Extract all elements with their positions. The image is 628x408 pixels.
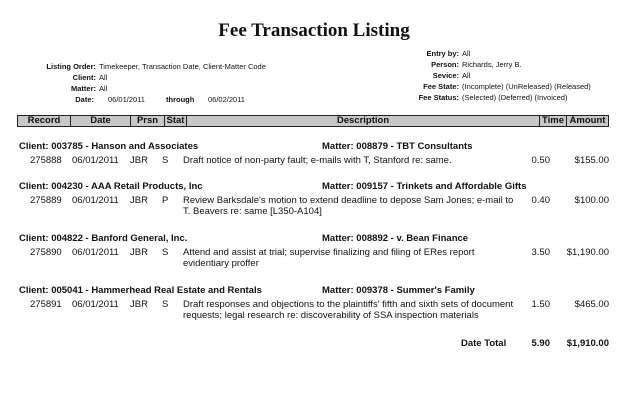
fee-description: Draft responses and objections to the plaintiffs' fifth and sixth sets of document requests; legal research re: discoverability of SSA inspection materials: [183, 299, 514, 321]
matter-filter-label: Matter:: [70, 84, 96, 93]
column-header-date: Date: [71, 116, 131, 126]
column-header-time: Time: [540, 116, 567, 126]
client-filter-label: Client:: [72, 73, 96, 82]
listing-order-value: Timekeeper, Transaction Date, Client-Matter Code: [99, 62, 266, 71]
person-label: Person:: [431, 60, 459, 69]
timekeeper: JBR: [130, 299, 148, 310]
date-range-label: Date:: [75, 95, 94, 104]
fee-state-label: Fee State:: [423, 82, 459, 91]
timekeeper: JBR: [130, 155, 148, 166]
date-total-time: 5.90: [531, 338, 550, 349]
status-code: S: [162, 299, 169, 310]
client-filter-value: All: [99, 73, 108, 82]
date-total-label: Date Total: [461, 338, 507, 349]
entry-by-label: Entry by:: [426, 49, 459, 58]
record-number: 275890: [30, 247, 62, 258]
column-header-description: Description: [187, 116, 540, 126]
record-number: 275891: [30, 299, 62, 310]
fee-state-value: (Incomplete) (UnReleased) (Released): [462, 82, 591, 91]
transaction-date: 06/01/2011: [72, 299, 119, 310]
record-number: 275888: [30, 155, 62, 166]
record-number: 275889: [30, 195, 62, 206]
timekeeper: JBR: [130, 195, 148, 206]
column-header-bar: [17, 115, 609, 127]
matter-filter-value: All: [99, 84, 108, 93]
client-heading: Client: 004230 - AAA Retail Products, Inc: [19, 181, 203, 192]
fee-description: Review Barksdale's motion to extend deadline to depose Sam Jones; e-mail to T. Beavers re: same [L350-A104]: [183, 195, 514, 217]
fee-description: Draft notice of non-party fault; e-mails with T, Stanford re: same.: [183, 155, 452, 166]
client-heading: Client: 004822 - Banford General, Inc.: [19, 233, 188, 244]
amount-value: $465.00: [574, 299, 609, 310]
listing-order-label: Listing Order:: [46, 62, 96, 71]
time-value: 3.50: [531, 247, 550, 258]
transaction-date: 06/01/2011: [72, 195, 119, 206]
time-value: 0.50: [531, 155, 550, 166]
fee-status-label: Fee Status:: [418, 93, 459, 102]
entry-by-value: All: [462, 49, 471, 58]
status-code: P: [162, 195, 169, 206]
matter-heading: Matter: 008892 - v. Bean Finance: [322, 233, 469, 244]
amount-value: $100.00: [574, 195, 609, 206]
amount-value: $155.00: [574, 155, 609, 166]
through-label: through: [166, 95, 195, 104]
column-header-record: Record: [18, 116, 71, 126]
status-code: S: [162, 155, 169, 166]
person-value: Richards, Jerry B.: [462, 60, 522, 69]
date-from-value: 06/01/2011: [108, 95, 145, 104]
matter-heading: Matter: 009157 - Trinkets and Affordable Gifts: [322, 181, 527, 192]
column-header-prsn: Prsn: [131, 116, 165, 126]
amount-value: $1,190.00: [566, 247, 609, 258]
status-code: S: [162, 247, 169, 258]
matter-heading: Matter: 008879 - TBT Consultants: [322, 141, 473, 152]
service-label: Sevice:: [432, 71, 459, 80]
time-value: 1.50: [531, 299, 550, 310]
timekeeper: JBR: [130, 247, 148, 258]
column-header-stat: Stat: [165, 116, 187, 126]
fee-description: Attend and assist at trial; supervise finalizing and filing of ERes report evidentiary proffer: [183, 247, 475, 269]
client-heading: Client: 003785 - Hanson and Associates: [19, 141, 199, 152]
time-value: 0.40: [531, 195, 550, 206]
transaction-date: 06/01/2011: [72, 247, 119, 258]
service-value: All: [462, 71, 471, 80]
client-heading: Client: 005041 - Hammerhead Real Estate and Rentals: [19, 285, 262, 296]
matter-heading: Matter: 009378 - Summer's Family: [322, 285, 475, 296]
fee-status-value: (Selected) (Deferred) (Invoiced): [462, 93, 568, 102]
date-to-value: 06/02/2011: [208, 95, 245, 104]
column-header-amount: Amount: [569, 115, 606, 126]
report-title: Fee Transaction Listing: [218, 20, 410, 41]
date-total-amount: $1,910.00: [566, 338, 609, 349]
transaction-date: 06/01/2011: [72, 155, 119, 166]
